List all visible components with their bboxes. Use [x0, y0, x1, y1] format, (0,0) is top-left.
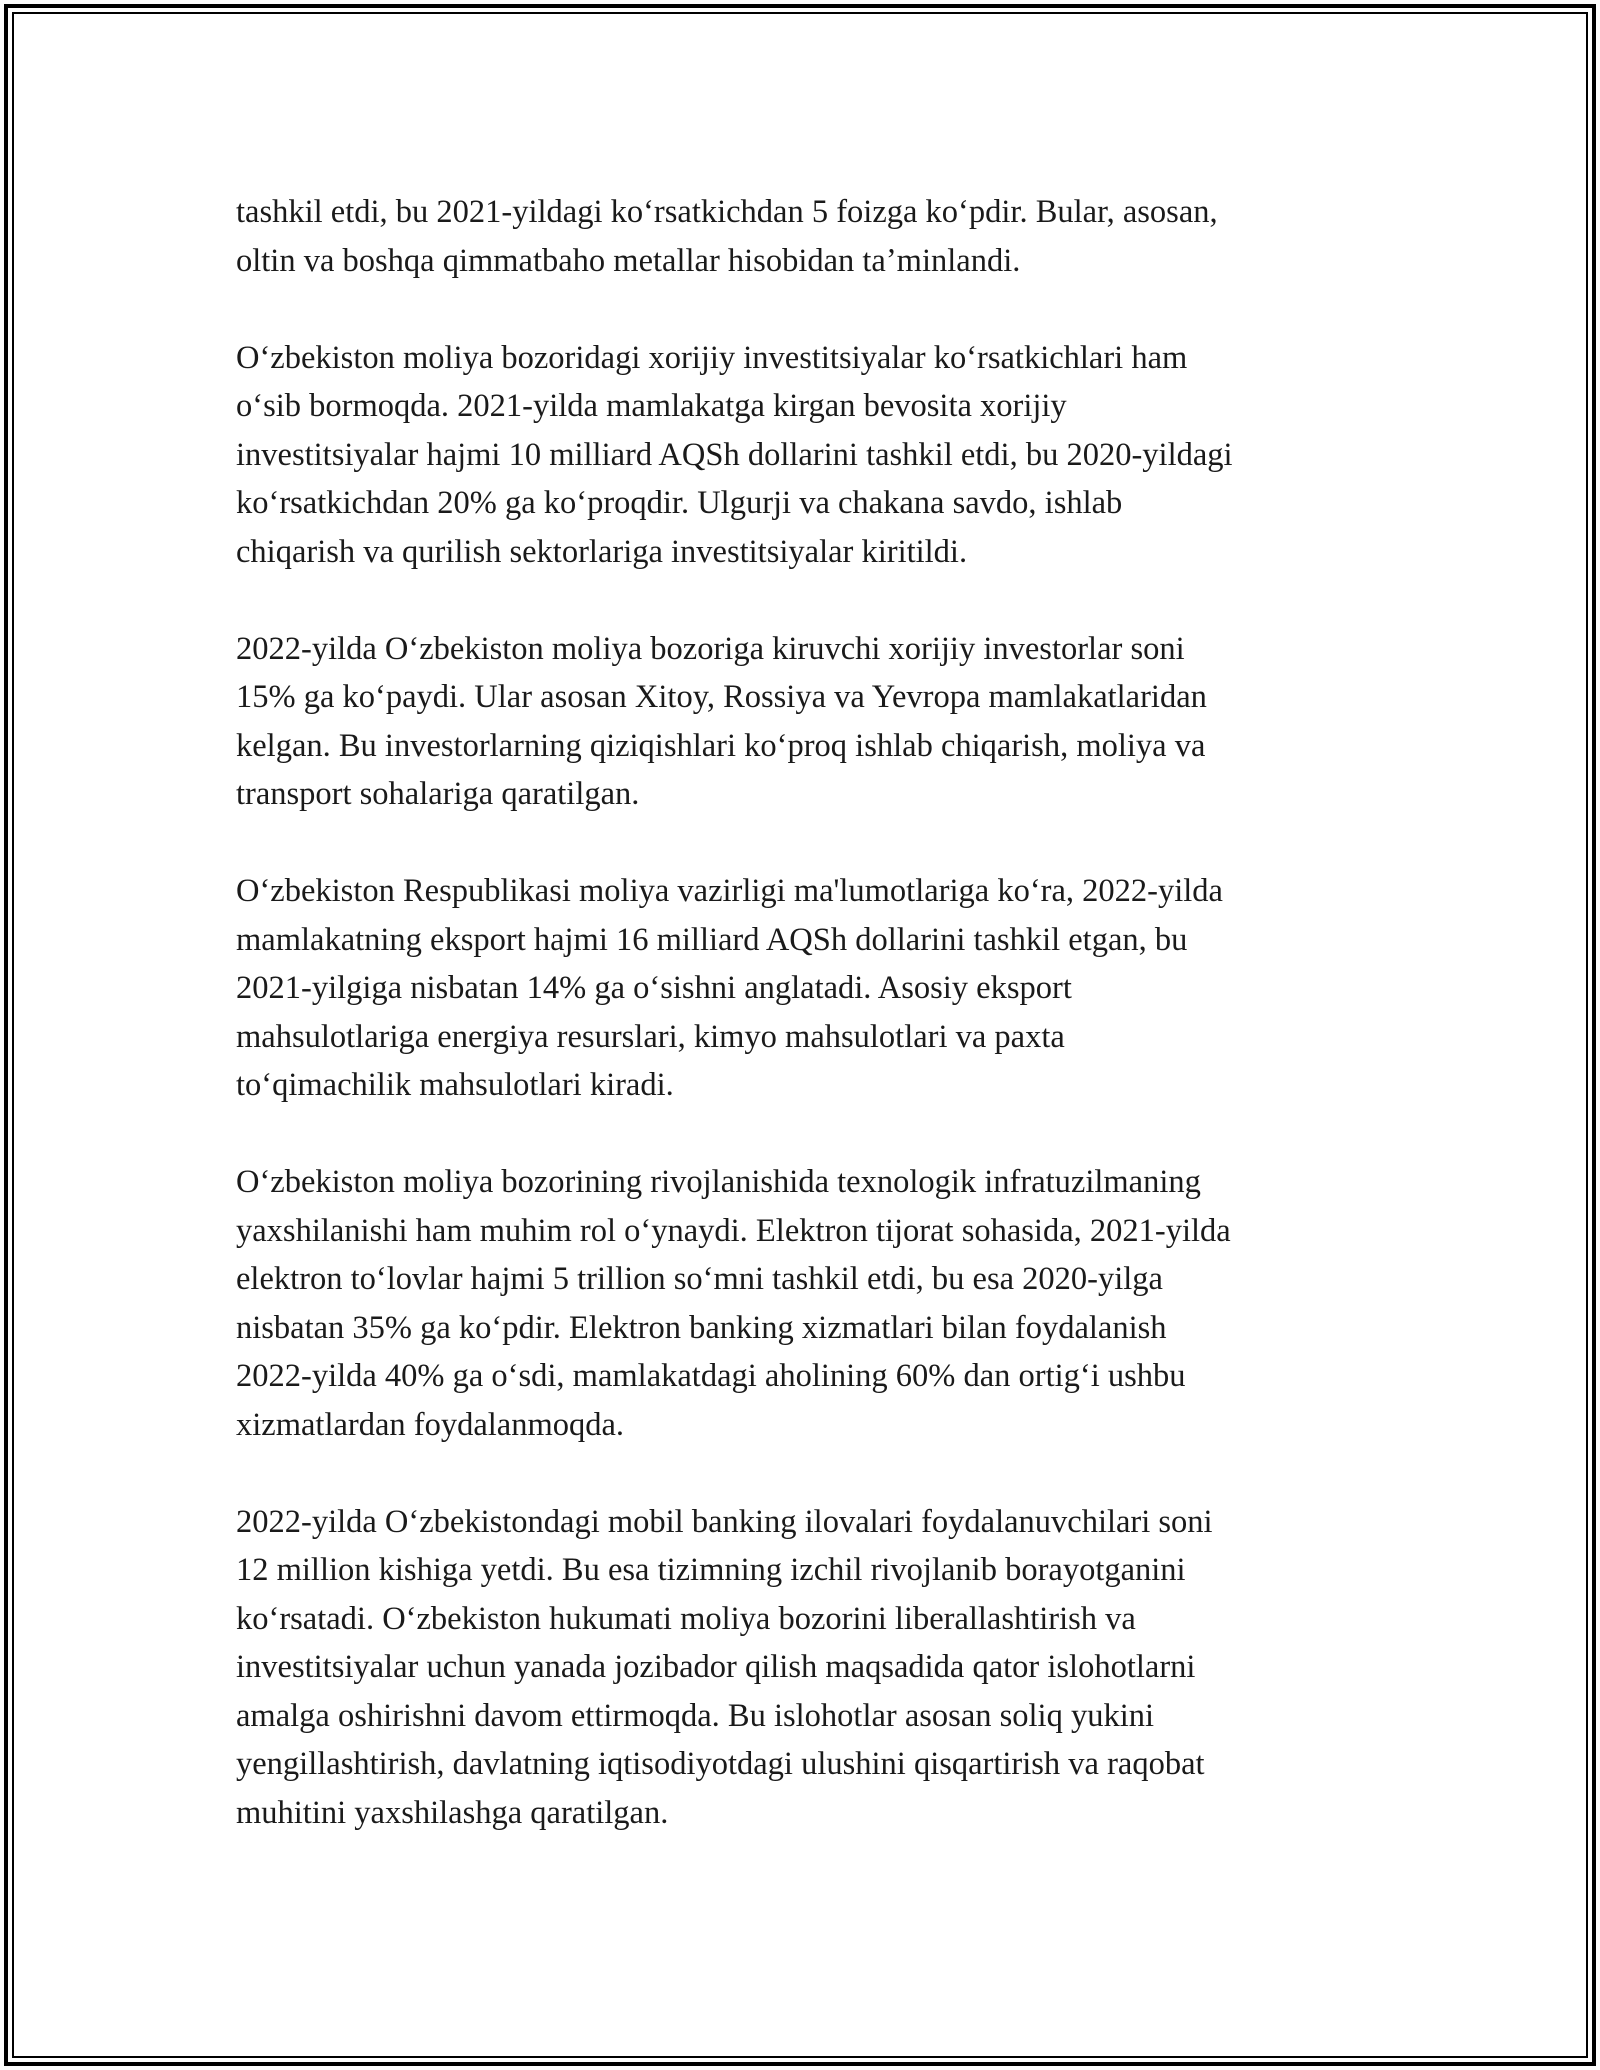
text-line: Oʻzbekiston Respublikasi moliya vazirligi ma'lumotlariga koʻra, 2022-yilda — [236, 873, 1223, 909]
paragraph — [236, 1498, 1386, 1838]
text-line: mamlakatning eksport hajmi 16 milliard AQSh dollarini tashkil etgan, bu — [236, 921, 1188, 958]
text-line: oltin va boshqa qimmatbaho metallar hisobidan taʼminlandi. — [236, 242, 1021, 279]
text-line: Oʻzbekiston moliya bozoridagi xorijiy investitsiyalar koʻrsatkichlari ham — [236, 339, 1188, 376]
text-line: kelgan. Bu investorlarning qiziqishlari koʻproq ishlab chiqarish, moliya va — [236, 727, 1206, 764]
text-line: koʻrsatadi. Oʻzbekiston hukumati moliya bozorini liberallashtirish va — [236, 1600, 1136, 1637]
text-line: amalga oshirishni davom ettirmoqda. Bu islohotlar asosan soliq yukini — [236, 1697, 1155, 1734]
text-line: transport sohalariga qaratilgan. — [236, 776, 640, 812]
text-line: elektron toʻlovlar hajmi 5 trillion soʻmni tashkil etdi, bu esa 2020-yilga — [236, 1261, 1163, 1297]
text-line: 2022-yilda Oʻzbekiston moliya bozoriga kiruvchi xorijiy investorlar soni — [236, 630, 1185, 667]
text-line: 15% ga koʻpaydi. Ular asosan Xitoy, Rossiya va Yevropa mamlakatlaridan — [236, 679, 1207, 715]
text-line: xizmatlardan foydalanmoqda. — [236, 1406, 625, 1443]
paragraph — [236, 334, 1386, 577]
text-line: chiqarish va qurilish sektorlariga investitsiyalar kiritildi. — [236, 533, 968, 570]
paragraph — [236, 188, 1386, 285]
text-line: nisbatan 35% ga koʻpdir. Elektron banking xizmatlari bilan foydalanish — [236, 1309, 1167, 1346]
text-line: 12 million kishiga yetdi. Bu esa tizimning izchil rivojlanib borayotganini — [236, 1552, 1186, 1588]
paragraph — [236, 625, 1386, 819]
text-line: 2022-yilda Oʻzbekistondagi mobil banking ilovalari foydalanuvchilari soni — [236, 1503, 1213, 1540]
text-line: investitsiyalar hajmi 10 milliard AQSh dollarini tashkil etdi, bu 2020-yildagi — [236, 436, 1233, 473]
text-line: 2022-yilda 40% ga oʻsdi, mamlakatdagi aholining 60% dan ortigʻi ushbu — [236, 1358, 1186, 1394]
text-line: Oʻzbekiston moliya bozorining rivojlanishida texnologik infratuzilmaning — [236, 1164, 1201, 1200]
text-line: koʻrsatkichdan 20% ga koʻproqdir. Ulgurji va chakana savdo, ishlab — [236, 485, 1123, 521]
text-line: mahsulotlariga energiya resurslari, kimyo mahsulotlari va paxta — [236, 1018, 1065, 1055]
text-line: investitsiyalar uchun yanada jozibador qilish maqsadida qator islohotlarni — [236, 1649, 1196, 1685]
text-line: tashkil etdi, bu 2021-yildagi koʻrsatkichdan 5 foizga koʻpdir. Bular, asosan, — [236, 194, 1218, 230]
text-line: muhitini yaxshilashga qaratilgan. — [236, 1794, 669, 1831]
text-line: toʻqimachilik mahsulotlari kiradi. — [236, 1067, 674, 1103]
paragraph — [236, 867, 1386, 1110]
text-line: yaxshilanishi ham muhim rol oʻynaydi. Elektron tijorat sohasida, 2021-yilda — [236, 1212, 1231, 1249]
document-body — [236, 188, 1386, 1886]
text-line: 2021-yilgiga nisbatan 14% ga oʻsishni anglatadi. Asosiy eksport — [236, 970, 1072, 1006]
text-line: yengillashtirish, davlatning iqtisodiyotdagi ulushini qisqartirish va raqobat — [236, 1746, 1205, 1782]
text-line: oʻsib bormoqda. 2021-yilda mamlakatga kirgan bevosita xorijiy — [236, 388, 1067, 424]
paragraph — [236, 1158, 1386, 1449]
